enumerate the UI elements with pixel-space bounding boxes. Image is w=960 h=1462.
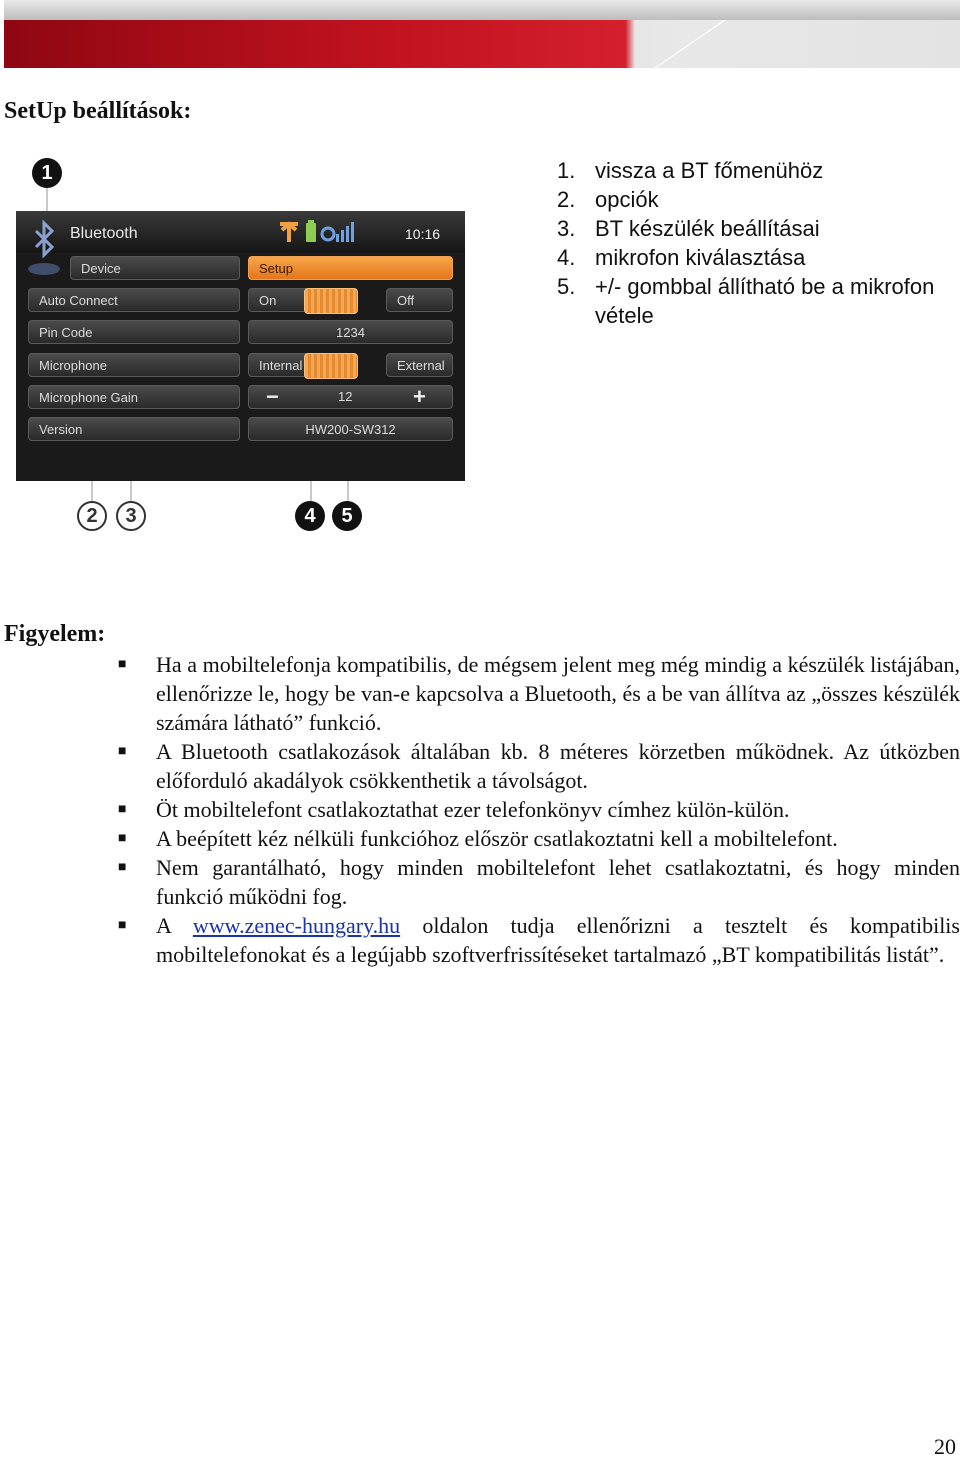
bullet-icon: ■ xyxy=(118,802,127,817)
version-value: HW200-SW312 xyxy=(248,417,453,441)
tab-device[interactable]: Device xyxy=(70,256,240,280)
signal-icon xyxy=(322,222,354,242)
bullet-icon: ■ xyxy=(118,918,127,933)
list-item xyxy=(118,824,960,853)
bullet-icon: ■ xyxy=(118,831,127,846)
auto-connect-slider[interactable] xyxy=(304,288,358,314)
callout-4: 4 xyxy=(295,501,325,531)
tab-setup[interactable]: Setup xyxy=(248,256,453,280)
gain-plus-button[interactable]: + xyxy=(413,384,426,409)
notes-list xyxy=(118,650,960,969)
callout-5: 5 xyxy=(332,501,362,531)
note-text: A beépített kéz nélküli funkcióhoz először csatlakoztatni kell a mobiltelefont. xyxy=(156,826,838,851)
legend-number: 3. xyxy=(557,216,576,241)
pin-code-value[interactable]: 1234 xyxy=(248,320,453,344)
legend-text: opciók xyxy=(595,187,659,212)
legend-number: 1. xyxy=(557,158,576,183)
attention-title: Figyelem: xyxy=(4,621,106,647)
legend-number: 4. xyxy=(557,245,576,270)
bluetooth-icon xyxy=(26,217,62,279)
list-item xyxy=(118,795,960,824)
row-auto-connect[interactable]: Auto Connect xyxy=(28,288,240,312)
note-text-end: oldalon tudja ellenőrizni a tesztelt és kompatibilis mobiltelefonokat és a legújabb szoftverfrissítéseket tartalmazó „BT kompatibilitás listát”. xyxy=(156,913,960,967)
page-number: 20 xyxy=(934,1434,956,1459)
note-text: Ha a mobiltelefonja kompatibilis, de mégsem jelent meg még mindig a készülék listájában, ellenőrizze le, hogy be van-e kapcsolva a Bluetooth, és a be van állítva az „összes készülék számára látható” funkció. xyxy=(156,652,960,735)
zenec-link[interactable]: www.zenec-hungary.hu xyxy=(192,913,401,938)
bullet-icon: ■ xyxy=(118,744,127,759)
legend-list xyxy=(557,156,960,330)
legend-text: vissza a BT főmenühöz xyxy=(595,158,824,183)
row-version[interactable]: Version xyxy=(28,417,240,441)
legend-item xyxy=(557,272,960,330)
list-item xyxy=(118,650,960,737)
device-screen xyxy=(16,211,465,481)
legend-text: +/- gombbal állítható be a mikrofon vétele xyxy=(595,274,935,328)
mic-internal-button[interactable]: Internal xyxy=(248,353,316,377)
bullet-icon: ■ xyxy=(118,657,127,672)
note-text-start: A xyxy=(156,913,193,938)
status-icons xyxy=(278,220,358,244)
bullet-icon: ■ xyxy=(118,860,127,875)
row-microphone[interactable]: Microphone xyxy=(28,353,240,377)
header-band xyxy=(4,0,960,68)
legend-item xyxy=(557,156,960,185)
note-text: Nem garantálható, hogy minden mobiltelefont lehet csatlakoztatni, és hogy minden funkció működni fog. xyxy=(156,855,960,909)
callout-3: 3 xyxy=(116,501,146,531)
legend-item xyxy=(557,185,960,214)
note-text xyxy=(156,911,960,969)
auto-connect-on-button[interactable]: On xyxy=(248,288,316,312)
legend-text: mikrofon kiválasztása xyxy=(595,245,806,270)
row-pin-code[interactable]: Pin Code xyxy=(28,320,240,344)
legend-number: 5. xyxy=(557,274,576,299)
clock: 10:16 xyxy=(405,226,441,242)
antenna-icon xyxy=(280,224,298,242)
list-item xyxy=(118,911,960,969)
row-microphone-gain[interactable]: Microphone Gain xyxy=(28,385,240,409)
microphone-slider[interactable] xyxy=(304,353,358,379)
list-item xyxy=(118,853,960,911)
auto-connect-off-button[interactable]: Off xyxy=(386,288,453,312)
battery-icon xyxy=(306,220,316,242)
legend-text: BT készülék beállításai xyxy=(595,216,820,241)
list-item xyxy=(118,737,960,795)
legend-number: 2. xyxy=(557,187,576,212)
note-text: Öt mobiltelefont csatlakoztathat ezer telefonkönyv címhez külön-külön. xyxy=(156,797,790,822)
gain-minus-button[interactable]: − xyxy=(266,384,279,409)
header-grey-strip xyxy=(4,0,960,20)
mic-external-button[interactable]: External xyxy=(386,353,453,377)
callout-1: 1 xyxy=(32,158,62,188)
legend-item xyxy=(557,214,960,243)
setup-title: SetUp beállítások: xyxy=(4,98,192,124)
gain-value: 12 xyxy=(338,389,353,404)
device-title: Bluetooth xyxy=(70,225,138,242)
note-text: A Bluetooth csatlakozások általában kb. 8 méteres körzetben működnek. Az útközben előforduló akadályok csökkenthetik a távolságot. xyxy=(156,739,960,793)
legend-item xyxy=(557,243,960,272)
callout-2: 2 xyxy=(77,501,107,531)
